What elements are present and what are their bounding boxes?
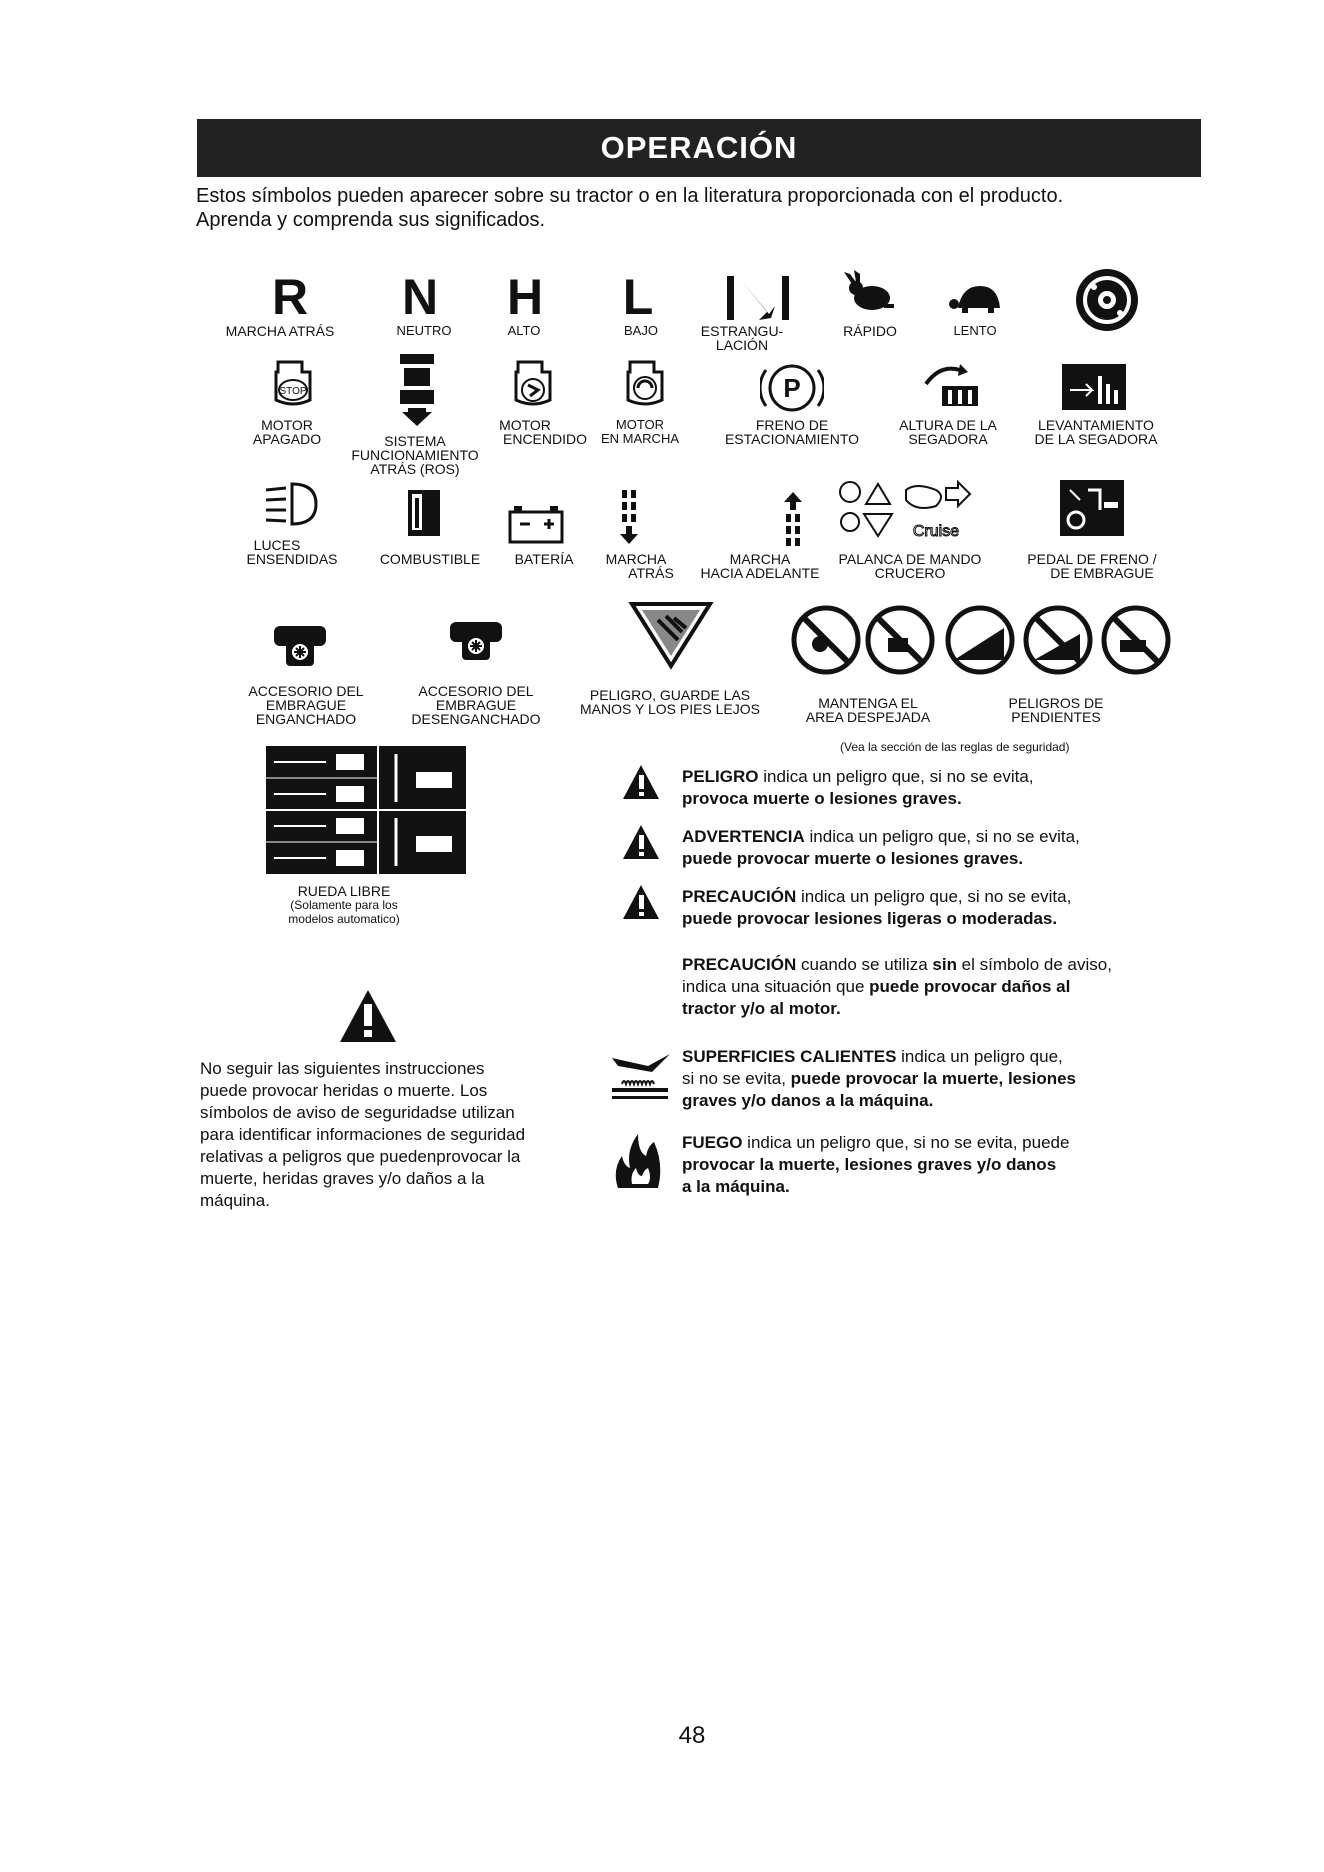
rabbit-icon [840,270,896,314]
brake-clutch-pedal-label: PEDAL DE FRENO / DE EMBRAGUE [1027,551,1157,581]
engine-run-label: MOTOR EN MARCHA [600,417,680,446]
free-wheel-label: RUEDA LIBRE (Solamente para los modelos automatico) [288,883,400,926]
neutral-letter: N [401,269,439,325]
pto-engaged-icon [272,620,328,670]
cruise-control-label: PALANCA DE MANDO CRUCERO [838,551,982,581]
section-banner [197,119,1201,177]
no-bystanders-icon [794,608,858,672]
no-slope-mowing-icon [1104,608,1168,672]
ros-label: SISTEMA FUNCIONAMIENTO ATRÁS (ROS) [351,433,479,477]
reverse-gear-icon [616,488,642,546]
svg-text:Cruise: Cruise [912,523,960,540]
low-label: BAJO [624,323,658,338]
reverse-gear-label: MARCHA ATRÁS [605,551,674,581]
svg-text:STOP: STOP [279,386,307,397]
danger-statement: PELIGRO indica un peligro que, si no se evita, provoca muerte o lesiones graves. [682,767,1034,808]
mower-height-icon [920,360,986,408]
danger-alert-icon [622,764,660,800]
warning-statement: ADVERTENCIA indica un peligro que, si no se evita, puede provocar muerte o lesiones graves. [682,827,1080,868]
engine-stop-icon [268,360,318,408]
keep-area-clear-slope-icons [790,604,1174,676]
safety-instructions-text: No seguir las siguientes instrucciones puede provocar heridas o muerte. Los símbolos de aviso de seguridadse utilizan para identificar informaciones de seguridad relativas a peligros que puedenprovocar la muerte, heridas graves y/o daños a la máquina. [200,1059,526,1210]
high-label: ALTO [507,323,541,338]
keep-area-clear-label: MANTENGA EL AREA DESPEJADA [805,695,931,725]
pto-engaged-label: ACCESORIO DEL EMBRAGUE ENGANCHADO [248,683,364,727]
choke-icon [725,274,791,324]
lights-label: LUCES ENSENDIDAS [246,537,338,567]
engine-stop-label: MOTOR APAGADO [252,417,322,447]
ros-icon [396,352,438,428]
warning-alert-icon [622,824,660,860]
high-letter: H [506,269,544,325]
caution-no-symbol-statement: PRECAUCIÓN cuando se utiliza sin el símbolo de aviso, indica una situación que puede provocar daños al tractor y/o al motor. [682,955,1112,1018]
low-letter: L [622,269,654,325]
section-title: OPERACIÓN [600,130,798,165]
blade-control-icon [1074,267,1140,333]
cruise-control-icon [836,478,1016,542]
hand-foot-hazard-icon [628,600,714,670]
brake-clutch-pedal-icon [1060,480,1124,536]
safety-rules-note: (Vea la sección de las reglas de seguridad) [840,740,1070,754]
parking-brake-label: FRENO DE ESTACIONAMIENTO [724,417,860,447]
battery-label: BATERÍA [514,551,574,567]
slope-hazards-label: PELIGROS DE PENDIENTES [1008,695,1104,725]
intro-text [196,184,1206,232]
engine-start-label: MOTOR ENCENDIDO [499,417,588,447]
parking-brake-icon [760,360,824,416]
battery-icon [508,504,564,544]
hand-foot-hazard-label: PELIGRO, GUARDE LAS MANOS Y LOS PIES LEJOS [580,687,760,717]
slope-rollover-icon [1026,608,1090,672]
fire-hazard-icon [610,1130,664,1190]
choke-label: ESTRANGU- LACIÓN [700,323,784,353]
page-number: 48 [678,1722,706,1749]
lights-icon [262,476,318,532]
mower-height-label: ALTURA DE LA SEGADORA [899,417,997,447]
hot-surface-icon [608,1044,672,1104]
engine-start-icon [508,360,558,408]
forward-gear-label: MARCHA HACIA ADELANTE [700,551,820,581]
neutral-label: NEUTRO [396,323,452,338]
slow-label: LENTO [953,323,997,338]
mower-lift-label: LEVANTAMIENTO DE LA SEGADORA [1034,417,1158,447]
fast-label: RÁPIDO [843,323,897,339]
svg-text:P: P [783,373,801,403]
fire-statement: FUEGO indica un peligro que, si no se evita, puede provocar la muerte, lesiones graves y/o danos a la máquina. [682,1133,1070,1196]
pto-disengaged-label: ACCESORIO DEL EMBRAGUE DESENGANCHADO [411,683,541,727]
fuel-label: COMBUSTIBLE [379,551,481,567]
caution-statement: PRECAUCIÓN indica un peligro que, si no se evita, puede provocar lesiones ligeras o moderadas. [682,887,1072,928]
reverse-letter: R [271,269,309,325]
caution-alert-icon [622,884,660,920]
intro-line-1: Estos símbolos pueden aparecer sobre su tractor o en la literatura proporcionada con el producto. [196,185,1064,207]
intro-line-2: Aprenda y comprenda sus significados. [196,209,546,231]
engine-run-icon [620,360,670,408]
turtle-icon [948,284,1006,314]
no-children-icon [868,608,932,672]
reverse-label: MARCHA ATRÁS [225,323,335,339]
forward-gear-icon [780,490,806,548]
slope-hazard-icon [948,608,1012,672]
safety-alert-icon [338,988,398,1044]
hot-surface-statement: SUPERFICIES CALIENTES indica un peligro que, si no se evita, puede provocar la muerte, lesiones graves y/o danos a la máquina. [682,1047,1076,1110]
fuel-icon [402,486,444,538]
pto-disengaged-icon [448,620,504,664]
mower-lift-icon [1062,364,1126,410]
free-wheel-panel-icon [266,746,466,874]
